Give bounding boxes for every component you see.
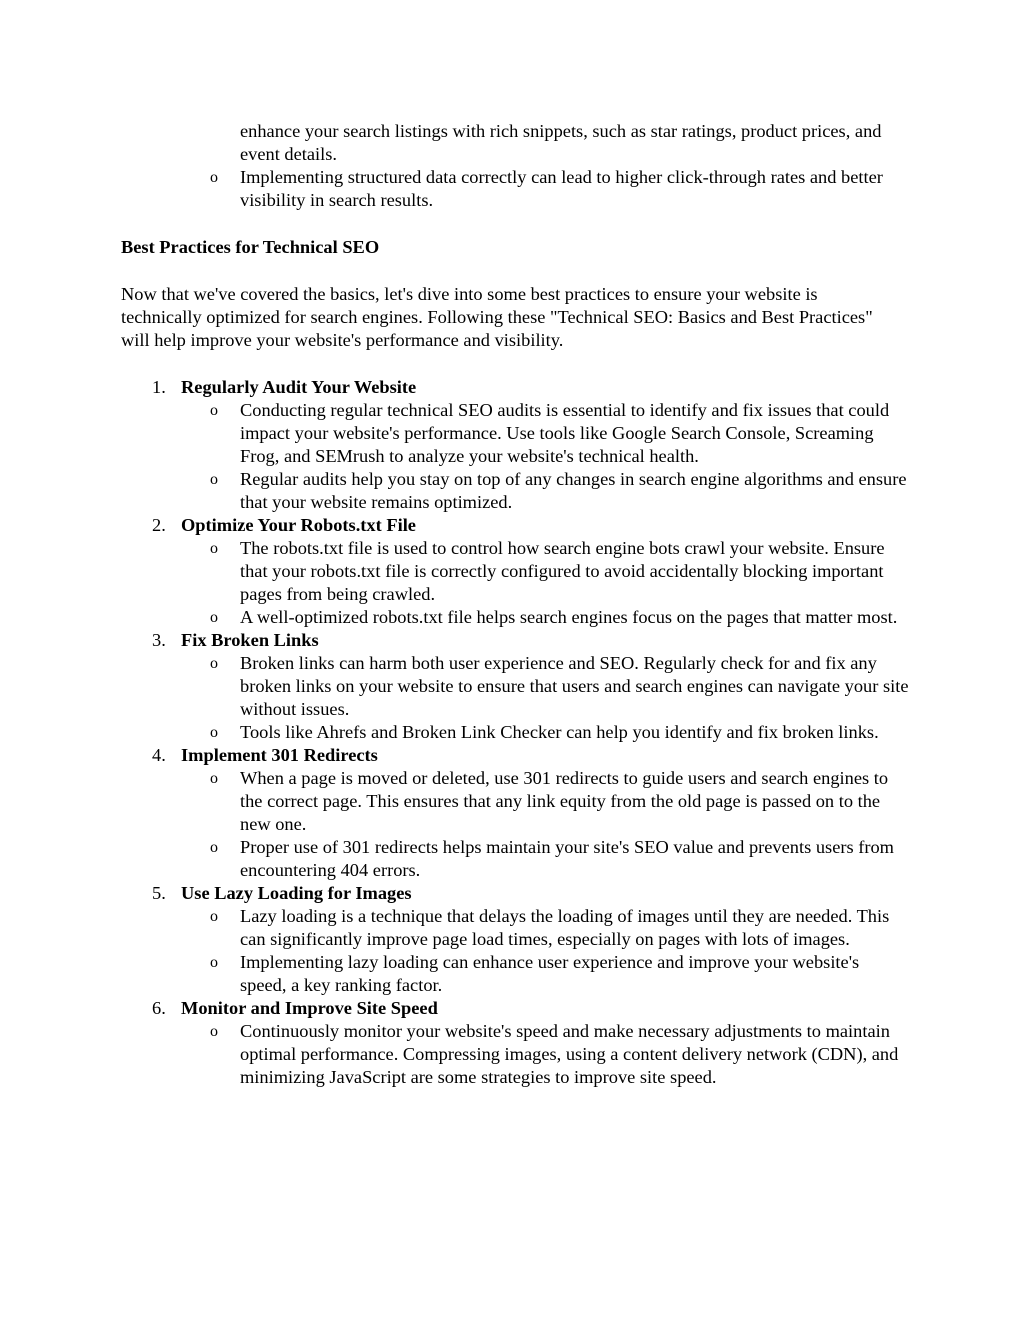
practice-subitem-text: Continuously monitor your website's speed and make necessary adjustments to maintain optimal performance. Compressing images, using a content delivery network (CDN), and minimizing JavaScript are some strategies to improve site speed. [240, 1021, 899, 1087]
practice-item-head [145, 997, 910, 1020]
practice-item-head [145, 882, 910, 905]
practice-subitem-text: Implementing lazy loading can enhance user experience and improve your website's speed, a key ranking factor. [240, 952, 860, 995]
practice-subitem [210, 399, 910, 468]
practice-sublist [145, 905, 910, 997]
practice-number: 1. [152, 377, 166, 397]
practice-subitem [210, 606, 910, 629]
practice-sublist [145, 399, 910, 514]
practice-item-head [145, 744, 910, 767]
bullet-marker: o [210, 908, 218, 925]
bullet-marker: o [210, 402, 218, 419]
practice-subitem-text: Lazy loading is a technique that delays the loading of images until they are needed. This can significantly improve page load times, especially on pages with lots of images. [240, 906, 890, 949]
bullet-marker: o [210, 839, 218, 856]
practice-item-head [145, 376, 910, 399]
practice-title: Implement 301 Redirects [181, 745, 378, 765]
practice-subitem-text: Tools like Ahrefs and Broken Link Checker can help you identify and fix broken links. [240, 722, 879, 742]
practice-item [145, 376, 910, 514]
bullet-marker: o [210, 954, 218, 971]
practice-subitem-text: Proper use of 301 redirects helps maintain your site's SEO value and prevents users from encountering 404 errors. [240, 837, 894, 880]
practice-item [145, 882, 910, 997]
practice-subitem-text: Conducting regular technical SEO audits is essential to identify and fix issues that could impact your website's performance. Use tools like Google Search Console, Screaming Frog, and SEMrush to analyze your website's technical health. [240, 400, 890, 466]
practice-subitem [210, 468, 910, 514]
bullet-marker: o [210, 724, 218, 741]
practice-number: 3. [152, 630, 166, 650]
practice-subitem [210, 905, 910, 951]
continuation-text: Implementing structured data correctly can lead to higher click-through rates and better visibility in search results. [240, 167, 883, 210]
bullet-marker: o [210, 540, 218, 557]
practice-subitem [210, 537, 910, 606]
practice-number: 2. [152, 515, 166, 535]
bullet-marker: o [210, 1023, 218, 1040]
practice-subitem [210, 1020, 910, 1089]
practice-title: Optimize Your Robots.txt File [181, 515, 416, 535]
practice-item-head [145, 514, 910, 537]
bullet-marker: o [210, 770, 218, 787]
practice-number: 6. [152, 998, 166, 1018]
practice-subitem [210, 951, 910, 997]
bullet-marker: o [210, 609, 218, 626]
practice-item [145, 997, 910, 1089]
practice-subitem [210, 836, 910, 882]
practices-list [145, 376, 910, 1089]
practice-number: 5. [152, 883, 166, 903]
bullet-marker: o [210, 169, 218, 186]
practice-title: Use Lazy Loading for Images [181, 883, 412, 903]
practice-sublist [145, 767, 910, 882]
practice-sublist [145, 1020, 910, 1089]
continuation-item [210, 166, 910, 212]
intro-paragraph: Now that we've covered the basics, let's dive into some best practices to ensure your website is technically optimized for search engines. Following these "Technical SEO: Basics and Best Practices" will help improve your website's performance and visibility. [121, 284, 873, 350]
practice-title: Fix Broken Links [181, 630, 319, 650]
practice-subitem [210, 721, 910, 744]
practice-title: Regularly Audit Your Website [181, 377, 417, 397]
section-heading: Best Practices for Technical SEO [121, 237, 380, 257]
bullet-marker: o [210, 471, 218, 488]
practice-item [145, 629, 910, 744]
continuation-list [210, 120, 910, 212]
practice-subitem-text: When a page is moved or deleted, use 301 redirects to guide users and search engines to the correct page. This ensures that any link equity from the old page is passed on to the new one. [240, 768, 889, 834]
practice-subitem [210, 652, 910, 721]
practice-title: Monitor and Improve Site Speed [181, 998, 438, 1018]
bullet-marker: o [210, 655, 218, 672]
practice-subitem-text: Regular audits help you stay on top of any changes in search engine algorithms and ensure that your website remains optimized. [240, 469, 907, 512]
practice-number: 4. [152, 745, 166, 765]
practice-item-head [145, 629, 910, 652]
practice-subitem [210, 767, 910, 836]
practice-item [145, 744, 910, 882]
continuation-text: enhance your search listings with rich snippets, such as star ratings, product prices, and event details. [240, 121, 882, 164]
practice-sublist [145, 537, 910, 629]
practice-item [145, 514, 910, 629]
practice-subitem-text: The robots.txt file is used to control how search engine bots crawl your website. Ensure that your robots.txt file is correctly configured to avoid accidentally blocking important pages from being crawled. [240, 538, 885, 604]
continuation-item [210, 120, 910, 166]
practice-subitem-text: A well-optimized robots.txt file helps search engines focus on the pages that matter most. [240, 607, 898, 627]
practice-subitem-text: Broken links can harm both user experience and SEO. Regularly check for and fix any broken links on your website to ensure that users and search engines can navigate your site without issues. [240, 653, 909, 719]
practice-sublist [145, 652, 910, 744]
